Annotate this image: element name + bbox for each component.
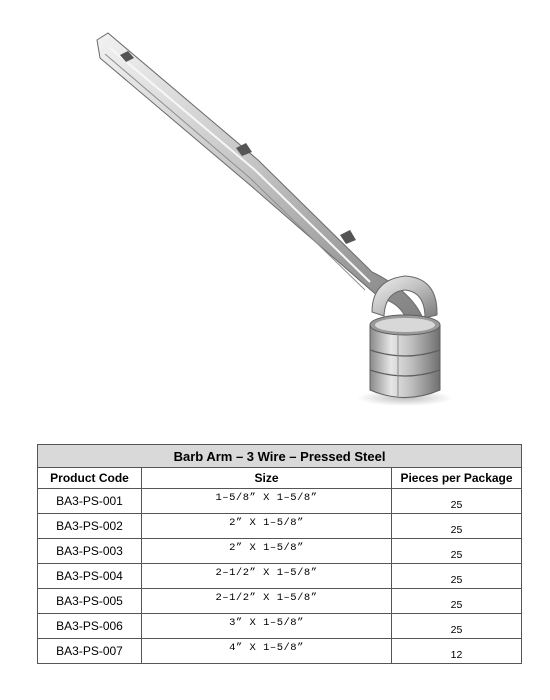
header-pieces-per-package: Pieces per Package [392,468,522,489]
pieces-cell: 25 [392,589,522,614]
table-title: Barb Arm – 3 Wire – Pressed Steel [38,445,522,468]
pieces-cell: 25 [392,514,522,539]
pieces-cell: 25 [392,614,522,639]
size-cell: 2” X 1–5/8” [142,514,392,539]
size-cell: 2” X 1–5/8” [142,539,392,564]
size-cell: 3” X 1–5/8” [142,614,392,639]
pieces-cell: 12 [392,639,522,664]
table-row [38,539,522,564]
product-spec-table [37,444,522,664]
table-row [38,489,522,514]
size-cell: 2–1/2” X 1–5/8” [142,564,392,589]
pieces-cell: 25 [392,489,522,514]
table-row [38,614,522,639]
table-row [38,589,522,614]
product-code-cell: BA3-PS-004 [38,564,142,589]
product-code-cell: BA3-PS-003 [38,539,142,564]
barb-arm-product-image [80,20,480,410]
header-size: Size [142,468,392,489]
table-row [38,639,522,664]
product-code-cell: BA3-PS-002 [38,514,142,539]
size-cell: 4” X 1–5/8” [142,639,392,664]
product-code-cell: BA3-PS-006 [38,614,142,639]
table-title-row [38,445,522,468]
size-cell: 1–5/8” X 1–5/8” [142,489,392,514]
product-code-cell: BA3-PS-005 [38,589,142,614]
header-product-code: Product Code [38,468,142,489]
size-cell: 2–1/2” X 1–5/8” [142,589,392,614]
product-code-cell: BA3-PS-007 [38,639,142,664]
product-code-cell: BA3-PS-001 [38,489,142,514]
pieces-cell: 25 [392,539,522,564]
pieces-cell: 25 [392,564,522,589]
table-row [38,564,522,589]
table-header-row [38,468,522,489]
table-row [38,514,522,539]
